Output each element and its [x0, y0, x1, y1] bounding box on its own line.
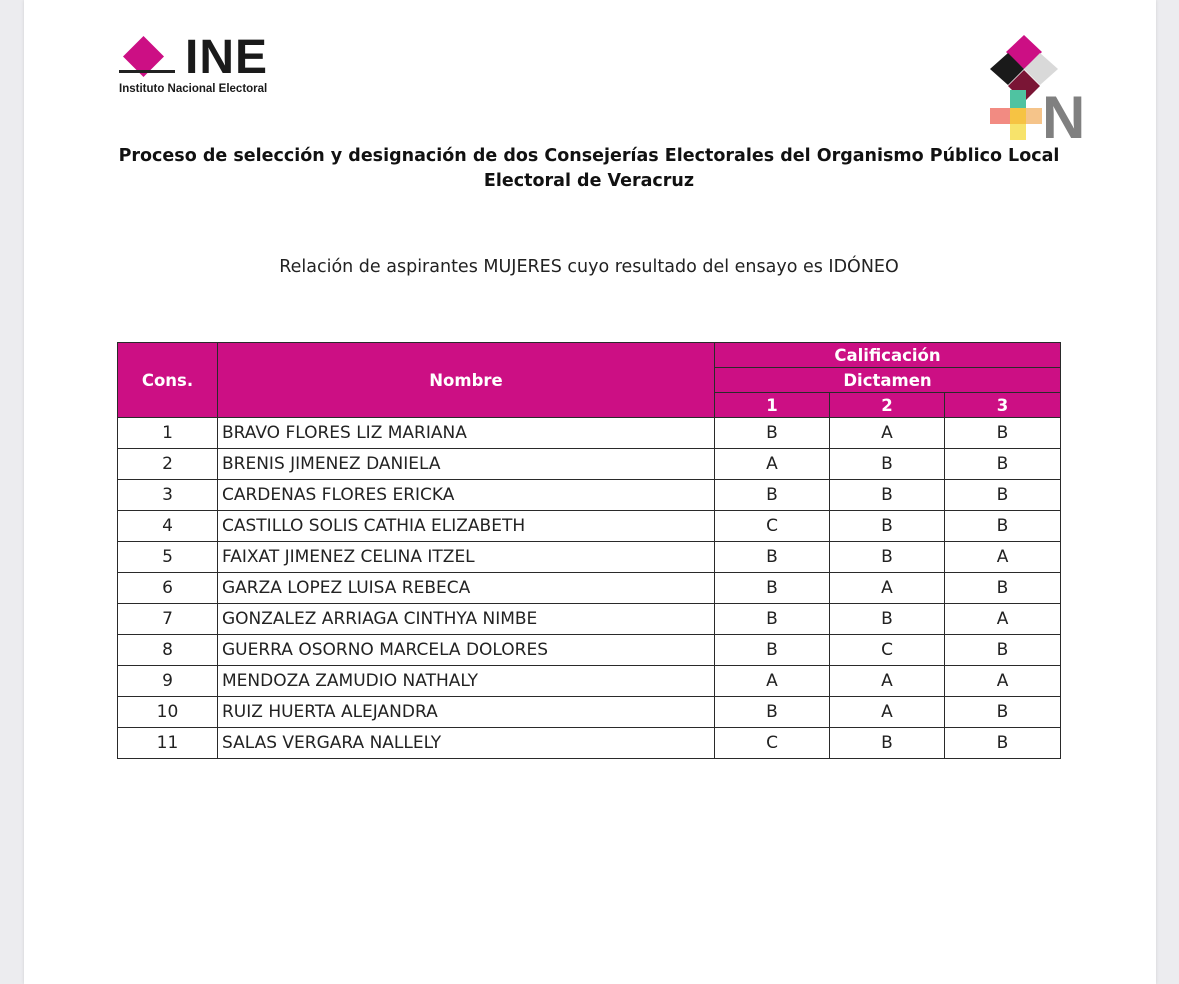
ine-logo-base — [119, 70, 175, 73]
document-title: Proceso de selección y designación de dos Consejerías Electorales del Organismo Público Local Electoral de Veracruz — [118, 146, 1060, 191]
cell-nombre: BRENIS JIMENEZ DANIELA — [218, 449, 715, 480]
cell-cons: 5 — [118, 542, 218, 573]
cell-dictamen-3: A — [945, 666, 1061, 697]
ine-logo-subtitle: Instituto Nacional Electoral — [119, 83, 268, 95]
cell-dictamen-2: A — [830, 666, 945, 697]
table-row — [118, 666, 1061, 697]
cell-cons: 7 — [118, 604, 218, 635]
news-logo — [982, 32, 1102, 142]
cell-cons: 6 — [118, 573, 218, 604]
ine-logo — [119, 31, 319, 98]
svg-text:N: N — [1042, 84, 1086, 142]
header-dictamen-2: 2 — [830, 393, 945, 418]
table-row — [118, 604, 1061, 635]
cell-dictamen-2: B — [830, 480, 945, 511]
cell-dictamen-2: B — [830, 511, 945, 542]
cell-dictamen-3: A — [945, 604, 1061, 635]
cell-dictamen-1: C — [715, 511, 830, 542]
document-page — [24, 0, 1156, 984]
cell-dictamen-2: C — [830, 635, 945, 666]
cell-dictamen-2: A — [830, 573, 945, 604]
cell-cons: 2 — [118, 449, 218, 480]
cell-dictamen-3: B — [945, 449, 1061, 480]
cell-cons: 8 — [118, 635, 218, 666]
cell-dictamen-2: B — [830, 542, 945, 573]
header-dictamen-1: 1 — [715, 393, 830, 418]
table-row — [118, 697, 1061, 728]
cell-nombre: SALAS VERGARA NALLELY — [218, 728, 715, 759]
table-row — [118, 573, 1061, 604]
cell-dictamen-2: B — [830, 449, 945, 480]
document-subtitle: Relación de aspirantes MUJERES cuyo resultado del ensayo es IDÓNEO — [279, 257, 899, 277]
cell-nombre: RUIZ HUERTA ALEJANDRA — [218, 697, 715, 728]
cell-dictamen-2: B — [830, 604, 945, 635]
table-row — [118, 728, 1061, 759]
cell-nombre: CARDENAS FLORES ERICKA — [218, 480, 715, 511]
cell-dictamen-2: A — [830, 697, 945, 728]
cell-dictamen-1: C — [715, 728, 830, 759]
cell-cons: 11 — [118, 728, 218, 759]
results-table — [117, 342, 1061, 759]
news-logo-icon — [982, 32, 1102, 142]
cell-dictamen-1: A — [715, 449, 830, 480]
cell-cons: 10 — [118, 697, 218, 728]
cell-nombre: GARZA LOPEZ LUISA REBECA — [218, 573, 715, 604]
header-cons: Cons. — [118, 343, 218, 418]
cell-dictamen-3: B — [945, 511, 1061, 542]
cell-cons: 3 — [118, 480, 218, 511]
cell-nombre: GUERRA OSORNO MARCELA DOLORES — [218, 635, 715, 666]
cell-dictamen-1: B — [715, 542, 830, 573]
table-row — [118, 542, 1061, 573]
cell-dictamen-3: B — [945, 418, 1061, 449]
table-row — [118, 635, 1061, 666]
cell-dictamen-1: B — [715, 635, 830, 666]
cell-dictamen-3: B — [945, 573, 1061, 604]
table-row — [118, 418, 1061, 449]
ine-logo-word: INE — [185, 31, 269, 84]
cell-nombre: BRAVO FLORES LIZ MARIANA — [218, 418, 715, 449]
header-nombre: Nombre — [218, 343, 715, 418]
cell-dictamen-1: B — [715, 697, 830, 728]
cell-dictamen-1: B — [715, 604, 830, 635]
cell-cons: 4 — [118, 511, 218, 542]
cell-dictamen-1: A — [715, 666, 830, 697]
table-row — [118, 480, 1061, 511]
cell-dictamen-3: A — [945, 542, 1061, 573]
header-dictamen-3: 3 — [945, 393, 1061, 418]
cell-nombre: FAIXAT JIMENEZ CELINA ITZEL — [218, 542, 715, 573]
table-row — [118, 449, 1061, 480]
cell-dictamen-3: B — [945, 728, 1061, 759]
cell-dictamen-2: A — [830, 418, 945, 449]
header-calificacion: Calificación — [715, 343, 1061, 368]
cell-dictamen-3: B — [945, 480, 1061, 511]
cell-nombre: GONZALEZ ARRIAGA CINTHYA NIMBE — [218, 604, 715, 635]
cell-nombre: CASTILLO SOLIS CATHIA ELIZABETH — [218, 511, 715, 542]
cell-dictamen-3: B — [945, 697, 1061, 728]
cell-cons: 1 — [118, 418, 218, 449]
cell-dictamen-1: B — [715, 418, 830, 449]
cell-dictamen-2: B — [830, 728, 945, 759]
cell-dictamen-3: B — [945, 635, 1061, 666]
header-dictamen: Dictamen — [715, 368, 1061, 393]
cell-dictamen-1: B — [715, 480, 830, 511]
cell-cons: 9 — [118, 666, 218, 697]
table-row — [118, 511, 1061, 542]
cell-dictamen-1: B — [715, 573, 830, 604]
cell-nombre: MENDOZA ZAMUDIO NATHALY — [218, 666, 715, 697]
